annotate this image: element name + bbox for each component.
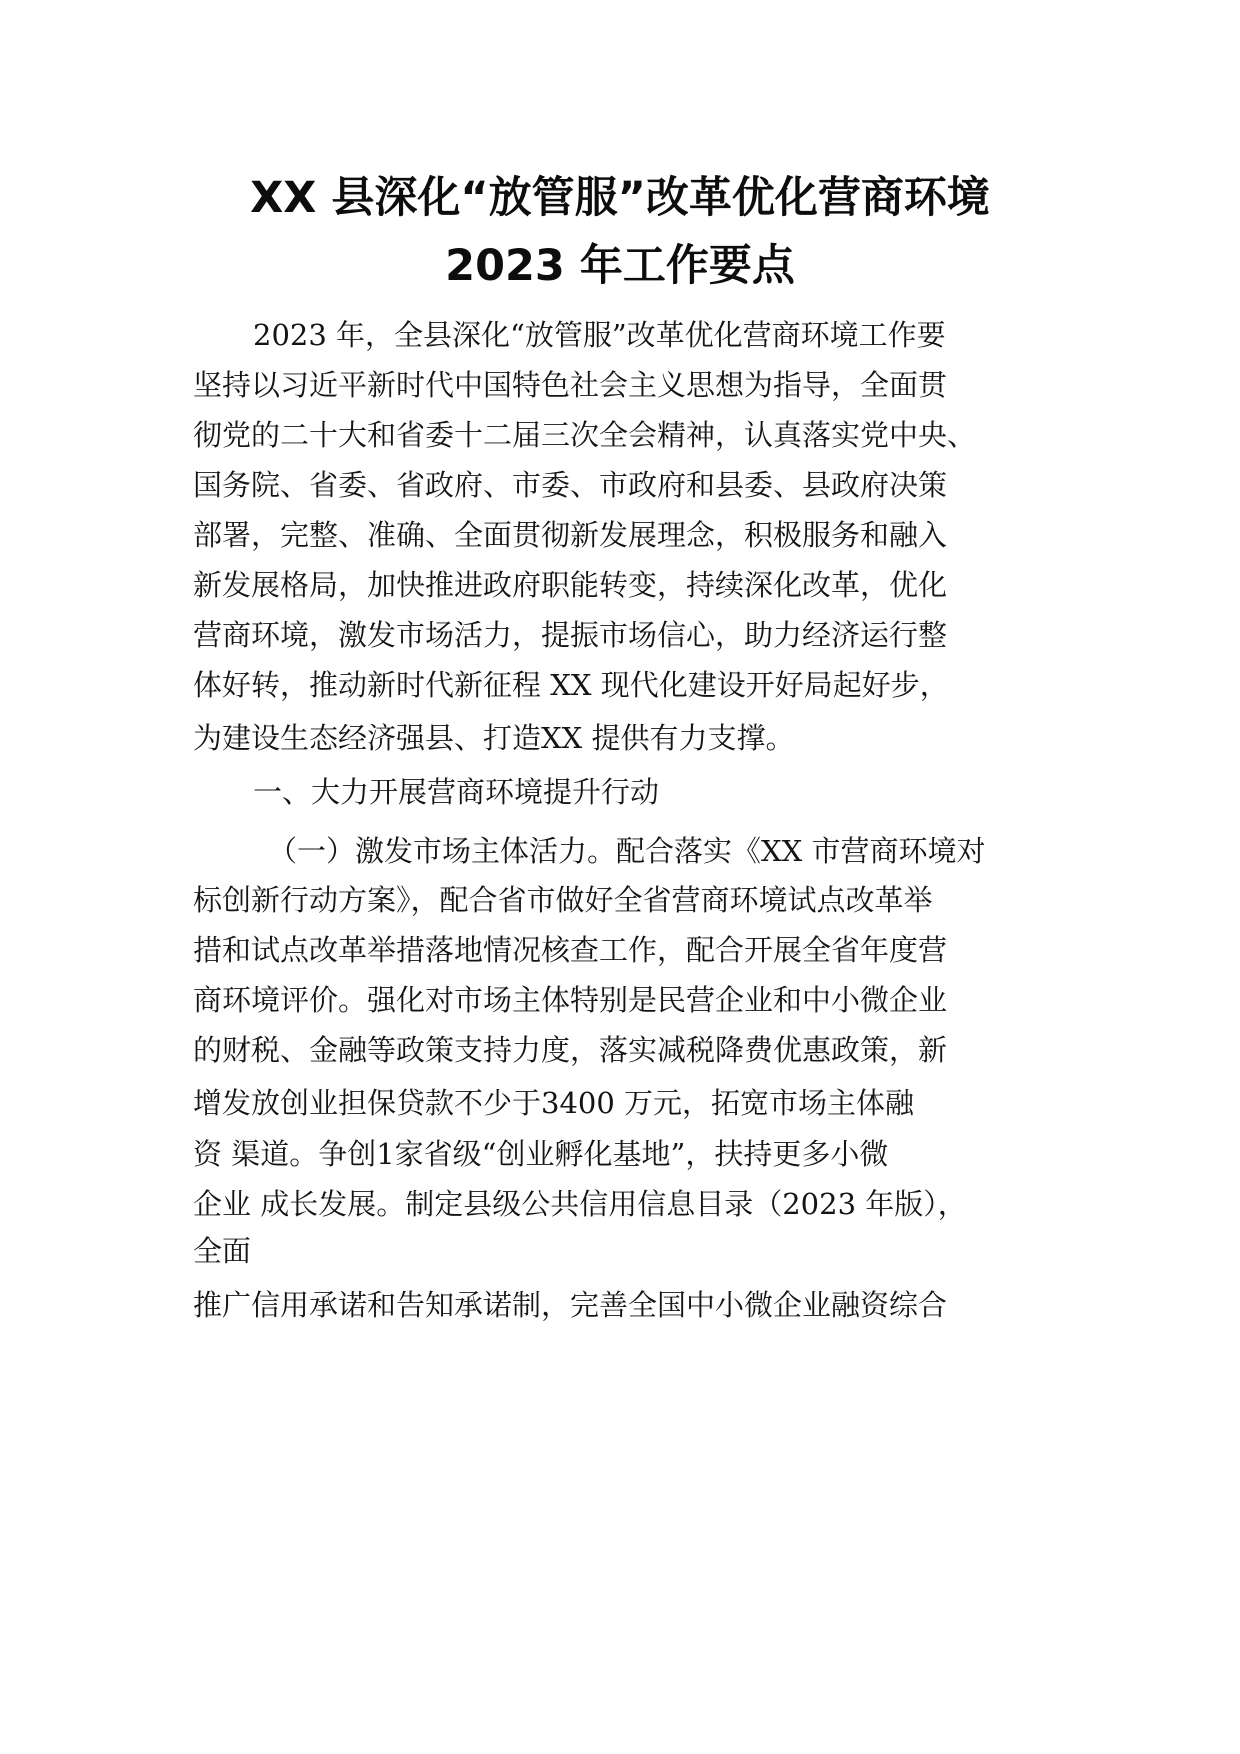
body-paragraph-line: 资 渠道。争创1家省级“创业孵化基地”，扶持更多小微 xyxy=(193,1137,889,1171)
section-heading: 一、大力开展营商环境提升行动 xyxy=(253,775,660,809)
body-paragraph-line: 推广信用承诺和告知承诺制，完善全国中小微企业融资综合 xyxy=(193,1288,948,1322)
body-paragraph-line: 部署，完整、准确、全面贯彻新发展理念，积极服务和融入 xyxy=(193,518,948,552)
body-paragraph-line: 为建设生态经济强县、打造XX 提供有力支撑。 xyxy=(193,721,795,755)
body-paragraph-line: 国务院、省委、省政府、市委、市政府和县委、县政府决策 xyxy=(193,468,948,502)
document-title-line-1: XX 县深化“放管服”改革优化营商环境 xyxy=(250,173,990,223)
body-paragraph-line: 坚持以习近平新时代中国特色社会主义思想为指导，全面贯 xyxy=(193,368,948,402)
body-paragraph-line: 全面 xyxy=(193,1234,252,1268)
body-paragraph-line: 2023 年，全县深化“放管服”改革优化营商环境工作要 xyxy=(253,318,946,352)
body-paragraph-line: 新发展格局，加快推进政府职能转变，持续深化改革，优化 xyxy=(193,568,948,602)
body-paragraph-line: 企业 成长发展。制定县级公共信用信息目录（2023 年版）， xyxy=(193,1187,967,1221)
body-paragraph-line: 的财税、金融等政策支持力度，落实减税降费优惠政策，新 xyxy=(193,1033,948,1067)
body-paragraph-line: 增发放创业担保贷款不少于3400 万元，拓宽市场主体融 xyxy=(193,1086,915,1120)
body-paragraph-line: 体好转，推动新时代新征程 XX 现代化建设开好局起好步， xyxy=(193,668,949,702)
body-paragraph-line: 彻党的二十大和省委十二届三次全会精神，认真落实党中央、 xyxy=(193,418,977,452)
body-paragraph-line: 商环境评价。强化对市场主体特别是民营企业和中小微企业 xyxy=(193,983,948,1017)
subsection-paragraph-line: （一）激发市场主体活力。配合落实《XX 市营商环境对 xyxy=(268,834,986,868)
document-title-line-2: 2023 年工作要点 xyxy=(445,241,795,291)
body-paragraph-line: 营商环境，激发市场活力，提振市场信心，助力经济运行整 xyxy=(193,618,948,652)
body-paragraph-line: 标创新行动方案》，配合省市做好全省营商环境试点改革举 xyxy=(193,883,933,917)
body-paragraph-line: 措和试点改革举措落地情况核查工作，配合开展全省年度营 xyxy=(193,933,948,967)
